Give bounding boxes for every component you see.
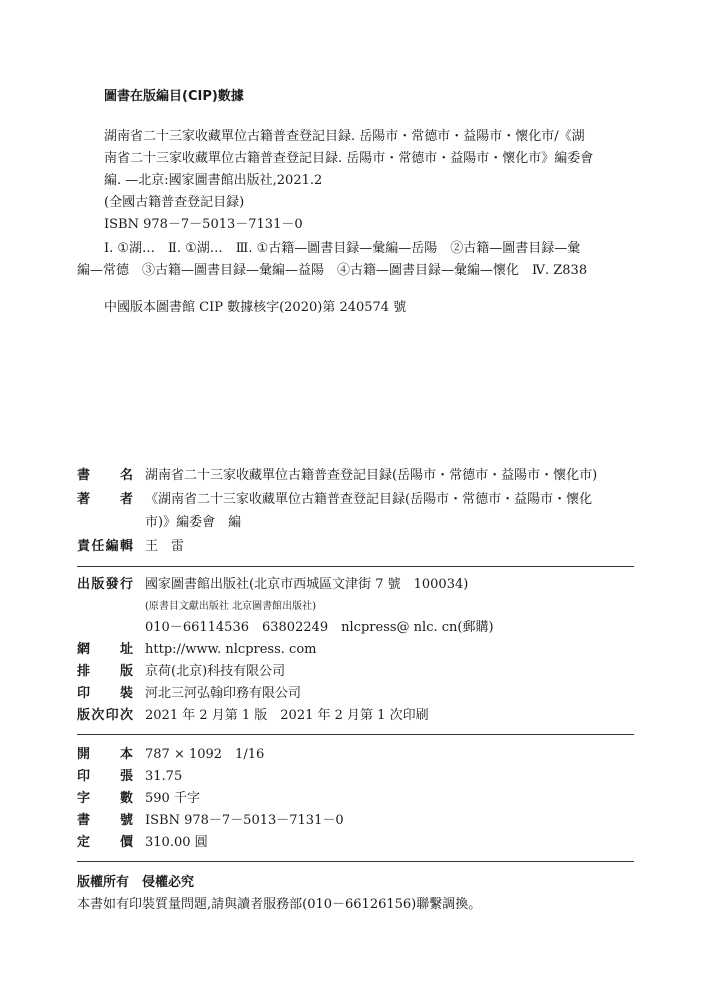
cip-isbn: ISBN 978－7－5013－7131－0 [104, 217, 303, 232]
divider [77, 861, 634, 862]
website-label: 網 址 [77, 642, 133, 657]
cip-description-line: 編. —北京:國家圖書館出版社,2021.2 [104, 173, 323, 188]
isbn-label: 書 號 [77, 813, 133, 828]
cip-record-number: 中國版本圖書館 CIP 數據核字(2020)第 240574 號 [104, 300, 407, 315]
cip-series: (全國古籍普查登記目録) [104, 195, 245, 210]
format-label: 開 本 [77, 747, 133, 762]
edition-value: 2021 年 2 月第 1 版 2021 年 2 月第 1 次印刷 [145, 708, 429, 723]
publisher-value: 國家圖書館出版社(北京市西城區文津街 7 號 100034) [145, 577, 469, 592]
author-value-continued: 市)》編委會 編 [145, 515, 242, 530]
typeset-label: 排 版 [77, 664, 133, 679]
website-value: http://www. nlcpress. com [145, 642, 317, 657]
sheets-value: 31.75 [145, 769, 183, 784]
editor-label: 責 任 編 輯 [77, 539, 133, 554]
printer-value: 河北三河弘翰印務有限公司 [145, 686, 302, 701]
divider [77, 734, 634, 735]
isbn-value: ISBN 978－7－5013－7131－0 [145, 813, 344, 828]
words-label: 字 數 [77, 791, 133, 806]
cip-subjects [77, 238, 664, 282]
edition-label: 版 次 印 次 [77, 708, 133, 723]
sheets-label: 印 張 [77, 769, 133, 784]
cip-description [104, 126, 634, 236]
cip-description-line: 南省二十三家收藏單位古籍普查登記目録. 岳陽市・常德市・益陽市・懷化市》編委會 [104, 151, 594, 166]
printer-label: 印 裝 [77, 686, 133, 701]
typeset-value: 京荷(北京)科技有限公司 [145, 664, 286, 679]
title-label: 書 名 [77, 468, 133, 483]
author-value: 《湖南省二十三家收藏單位古籍普查登記目録(岳陽市・常德市・益陽市・懷化 [145, 492, 593, 507]
publisher-label: 出 版 發 行 [77, 577, 133, 592]
price-value: 310.00 圓 [145, 835, 208, 850]
words-value: 590 千字 [145, 791, 200, 806]
cip-heading: 圖書在版編目(CIP)數據 [104, 89, 244, 104]
publisher-note: (原書目文獻出版社 北京圖書館出版社) [145, 601, 316, 612]
copyright-heading: 版權所有 侵權必究 [77, 875, 195, 890]
cip-subject-line: 編—常德 ③古籍—圖書目録—彙編—益陽 ④古籍—圖書目録—彙編—懷化 Ⅳ. Z838 [77, 263, 588, 278]
phone-value: 010－66114536 63802249 nlcpress@ nlc. cn(郵購) [145, 620, 494, 635]
editor-value: 王 雷 [145, 539, 185, 554]
format-value: 787 × 1092 1/16 [145, 747, 265, 762]
cip-subject-line: Ⅰ. ①湖… Ⅱ. ①湖… Ⅲ. ①古籍—圖書目録—彙編—岳陽 ②古籍—圖書目録—彙 [104, 241, 581, 256]
author-label: 著 者 [77, 492, 133, 507]
price-label: 定 價 [77, 835, 133, 850]
copyright-notice: 本書如有印裝質量問題,請與讀者服務部(010－66126156)聯繫調換。 [77, 897, 482, 912]
title-value: 湖南省二十三家收藏單位古籍普查登記目録(岳陽市・常德市・益陽市・懷化市) [145, 468, 598, 483]
cip-description-line: 湖南省二十三家收藏單位古籍普查登記目録. 岳陽市・常德市・益陽市・懷化市/《湖 [104, 129, 585, 144]
divider [77, 566, 634, 567]
